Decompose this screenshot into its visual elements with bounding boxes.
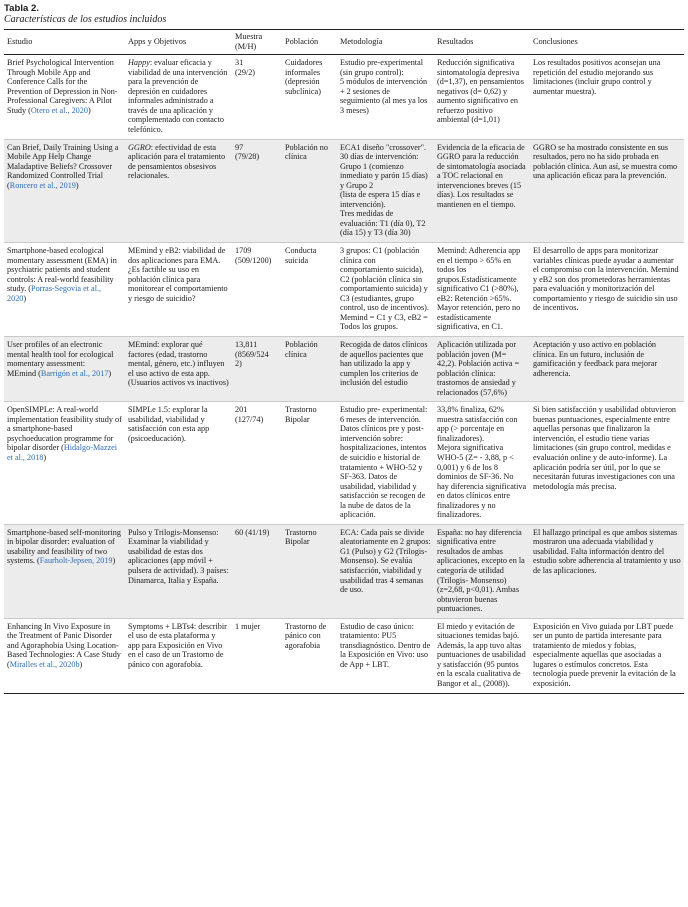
table-row <box>4 336 684 401</box>
apps-cell <box>125 524 232 618</box>
population-cell: Cuidadores informales (depresión subclínica) <box>282 55 337 139</box>
citation-link[interactable]: Miralles et al., 2020b <box>9 659 80 669</box>
table-header <box>4 30 684 55</box>
table-row <box>4 402 684 525</box>
methodology-cell: 3 grupos: C1 (población clínica con comportamiento suicida), C2 (población clínica sin comportamiento suicida) y C3 (estudiantes, grupo control, uso de incentivos). Memind = C1 y C3, eB2 = Todos los grupos. <box>337 243 434 337</box>
population-cell: Población clínica <box>282 336 337 401</box>
citation-link[interactable]: Hidalgo-Mazzei et al., 2018 <box>7 443 118 462</box>
table-title: Características de los estudios incluidos <box>4 14 167 25</box>
study-title: Enhancing In Vivo Exposure in the Treatment of Panic Disorder and Agoraphobia Using Location-Based Technologies: A Case Study ( <box>7 621 121 669</box>
study-title-end: ) <box>43 452 47 462</box>
methodology-cell: Estudio pre- experimental: 6 meses de intervención. Datos clínicos pre y post-intervención sobre: hospitalizaciones, intentos de suicidio e historial de tratamiento + WHO-52 y SF-363. Datos de usabilidad, viabilidad y satisfacción se recogen de la nube de datos de la aplicación. <box>337 402 434 525</box>
table-row <box>4 618 684 693</box>
study-title-end: ) <box>87 105 91 115</box>
population-cell: Trastorno Bipolar <box>282 402 337 525</box>
conclusions-cell: El hallazgo principal es que ambos sistemas mostraron una adecuada viabilidad y usabilidad. Falta información dentro del estudio sobre adherencia al tratamiento y uso de las aplicaciones. <box>530 524 684 618</box>
table-body <box>4 55 684 693</box>
citation-link[interactable]: Faurholt-Jepsen, 2019 <box>39 556 113 566</box>
conclusions-cell: Exposición en Vivo guiada por LBT puede ser un punto de partida interesante para tratamiento de miedos y fobias, especialmente aquellas que asociadas a lugares o estímulos concretos. Esta tecnología puede prevenir la evitación de la exposición. <box>530 618 684 693</box>
header-apps: Apps y Objetivos <box>125 30 232 55</box>
methodology-cell: ECA1 diseño "crossover". 30 días de intervención: Grupo 1 (comienzo inmediato y parón 15 días) y Grupo 2 (lista de espera 15 días e intervención). Tres medidas de evaluación: T1 (día 0), T2 (día 15) y T3 (día 30) <box>337 139 434 242</box>
header-population: Población <box>282 30 337 55</box>
population-cell: Población no clínica <box>282 139 337 242</box>
apps-text: SIMPLe 1.5: explorar la usabilidad, viabilidad y satisfacción con esta app (psicoeducación). <box>128 405 210 443</box>
apps-text: Pulso y Trilogis-Monsenso: Examinar la viabilidad y usabilidad de estas dos aplicaciones (app móvil + pulsera de actividad). 3 países: Dinamarca, Italia y España. <box>128 527 229 585</box>
table-label: Tabla 2. <box>4 3 40 14</box>
study-title-end: ) <box>75 180 79 190</box>
population-cell: Conducta suicida <box>282 243 337 337</box>
apps-cell <box>125 402 232 525</box>
methodology-cell: Estudio de caso único: tratamiento: PU5 transdiagnóstico. Dentro de la Exposición en Vivo: uso de App + LBT. <box>337 618 434 693</box>
header-methodology: Metodología <box>337 30 434 55</box>
header-study: Estudio <box>4 30 125 55</box>
conclusions-cell: Si bien satisfacción y usabilidad obtuvieron buenas puntuaciones, especialmente entre aquellas personas que finalizaron la intervención, el estudio tiene varias limitaciones (sin grupo control, medidas e evaluación online y de auto-informe). La aplicación podría ser útil, por lo que se necesitarán futuras investigaciones con una metodología más precisa. <box>530 402 684 525</box>
study-title-end: ) <box>79 659 83 669</box>
apps-text: MEmind y eB2: viabilidad de dos aplicaciones para EMA. ¿Es factible su uso en población clínica para monitorear el comportamiento y riesgo de suicidio? <box>128 246 228 303</box>
header-sample: Muestra (M/H) <box>232 30 282 55</box>
apps-cell <box>125 55 232 139</box>
conclusions-cell: Aceptación y uso activo en población clínica. En un futuro, inclusión de gamificación y feedback para mejorar adherencia. <box>530 336 684 401</box>
table-row <box>4 55 684 139</box>
study-title-end: ) <box>112 556 116 566</box>
study-cell <box>4 139 125 242</box>
results-cell: Evidencia de la eficacia de GGRO para la reducción de sintomatología asociada a TOC relacional en intervenciones breves (15 días). Los resultados se mantienen en el tiempo. <box>434 139 530 242</box>
study-title: Brief Psychological Intervention Through Mobile App and Conference Calls for the Prevention of Depression in Non-Professional Caregivers: A Pilot Study ( <box>7 58 118 115</box>
sample-cell: 13,811 (8569/524 2) <box>232 336 282 401</box>
methodology-cell: Recogida de datos clínicos de aquellos pacientes que han utilizado la app y cumplen los criterios de inclusión del estudio <box>337 336 434 401</box>
apps-text: Symptoms + LBTs4: describir el uso de esta plataforma y app para Exposición en Vivo en el caso de un Trastorno de pánico con agorafobia. <box>128 621 227 669</box>
study-title: User profiles of an electronic mental health tool for ecological momentary assessment: MEmind ( <box>7 339 114 378</box>
table-row <box>4 139 684 242</box>
results-cell: El miedo y evitación de situaciones temidas bajó. Además, la app tuvo altas puntuaciones de usabilidad y satisfacción (95 puntos en la escala cualitativa de Bangor et al., (2008)). <box>434 618 530 693</box>
table-row <box>4 243 684 337</box>
study-cell <box>4 243 125 337</box>
header-conclusions: Conclusiones <box>530 30 684 55</box>
header-results: Resultados <box>434 30 530 55</box>
sample-cell: 97 (79/28) <box>232 139 282 242</box>
apps-text: : efectividad de esta aplicación para el tratamiento de pensamientos obsesivos relacionales. <box>128 142 226 181</box>
study-title-end: ) <box>23 293 27 303</box>
study-cell <box>4 402 125 525</box>
table-row <box>4 524 684 618</box>
conclusions-cell: Los resultados positivos aconsejan una repetición del estudio mejorando sus limitaciones (incluir grupo control y aumentar muestra). <box>530 55 684 139</box>
study-cell <box>4 618 125 693</box>
study-cell <box>4 524 125 618</box>
results-cell: Memind: Adherencia app en el tiempo > 65% en todos los grupos.Estadísticamente significativo C1 (>80%), eB2: Retención >65%. Mayor retención, pero no estadísticamente significativa, en C1. <box>434 243 530 337</box>
sample-cell: 60 (41/19) <box>232 524 282 618</box>
population-cell: Trastorno de pánico con agorafobia <box>282 618 337 693</box>
study-cell <box>4 55 125 139</box>
sample-cell: 1709 (509/1200) <box>232 243 282 337</box>
apps-cell <box>125 618 232 693</box>
apps-text: : evaluar eficacia y viabilidad de una intervención para la prevención de depresión en cuidadores informales administrado a través de una aplicación y complementado con contacto telefónico. <box>128 58 228 135</box>
sample-cell: 201 (127/74) <box>232 402 282 525</box>
citation-link[interactable]: Otero et al., 2020 <box>30 105 88 115</box>
studies-table <box>4 30 684 694</box>
apps-cell <box>125 336 232 401</box>
conclusions-cell: El desarrollo de apps para monitorizar variables clínicas puede ayudar a aumentar el compromiso con la intervención. Memind y eB2 son dos prometedoras herramientas para evaluación y monitorización del comportamiento y riesgo de suicidio sin uso de incentivos. <box>530 243 684 337</box>
table-page <box>4 0 684 694</box>
study-title: OpenSIMPLe: A real-world implementation feasibility study of a smartphone-based psychoeducation programme for bipolar disorder ( <box>7 405 122 453</box>
study-title: Smartphone-based ecological momentary assessment (EMA) in psychiatric patients and student controls: A real-world feasibility study. ( <box>7 246 117 294</box>
methodology-cell: Estudio pre-experimental (sin grupo control): 5 módulos de intervención + 2 sesiones de seguimiento (al mes ya los 3 meses) <box>337 55 434 139</box>
sample-cell: 1 mujer <box>232 618 282 693</box>
citation-link[interactable]: Porras-Segovia et al., 2020 <box>7 284 102 303</box>
app-name: Happy <box>128 58 150 68</box>
apps-cell <box>125 243 232 337</box>
results-cell: Reducción significativa sintomatología depresiva (d=1,37), en pensamientos negativos (d= 0,62) y aumento significativo en refuerzo positivo ambiental (d=1,01) <box>434 55 530 139</box>
methodology-cell: ECA: Cada país se divide aleatoriamente en 2 grupos: G1 (Pulso) y G2 (Trilogis-Monsenso). Se evalúa satisfacción, viabilidad y usabilidad tras 4 semanas de uso. <box>337 524 434 618</box>
citation-link[interactable]: Roncero et al., 2019 <box>9 180 76 190</box>
study-title: Smartphone-based self-monitoring in bipolar disorder: evaluation of usability and feasibility of two systems. ( <box>7 527 121 566</box>
sample-cell: 31 (29/2) <box>232 55 282 139</box>
results-cell: 33,8% finaliza, 62% muestra satisfacción con app (> porcentaje en finalizadores). Mejora significativa WHO-5 (Z= - 3,88, p < 0,001) y 6 de los 8 dominios de SF-36. No hay diferencia significativa en datos clínicos entre finalizadores y no finalizadores. <box>434 402 530 525</box>
study-title: Can Brief, Daily Training Using a Mobile App Help Change Maladaptive Beliefs? Crossover Randomized Controlled Trial ( <box>7 142 119 190</box>
app-name: GGRO <box>128 142 151 152</box>
results-cell: España: no hay diferencia significativa entre resultados de ambas aplicaciones, excepto en la categoría de utilidad (Trilogis- Monsenso) (z=2,68, p<0,01). Ambas obtuvieron buenas puntuaciones. <box>434 524 530 618</box>
population-cell: Trastorno Bipolar <box>282 524 337 618</box>
study-title-end: ) <box>108 368 112 378</box>
citation-link[interactable]: Barrigón et al., 2017 <box>40 368 109 378</box>
conclusions-cell: GGRO se ha mostrado consistente en sus resultados, pero no ha sido probada en población clínica. Aun así, se muestra como una aplicación eficaz para la prevención. <box>530 139 684 242</box>
apps-text: MEmind: explorar qué factores (edad, trastorno mental, género, etc.) influyen el uso activo de esta app. (Usuarios activos vs inactivos) <box>128 339 229 388</box>
study-cell <box>4 336 125 401</box>
results-cell: Aplicación utilizada por población joven (M= 42,2). Población activa = población clínica: trastornos de ansiedad y relacionados (57,6%) <box>434 336 530 401</box>
apps-cell <box>125 139 232 242</box>
